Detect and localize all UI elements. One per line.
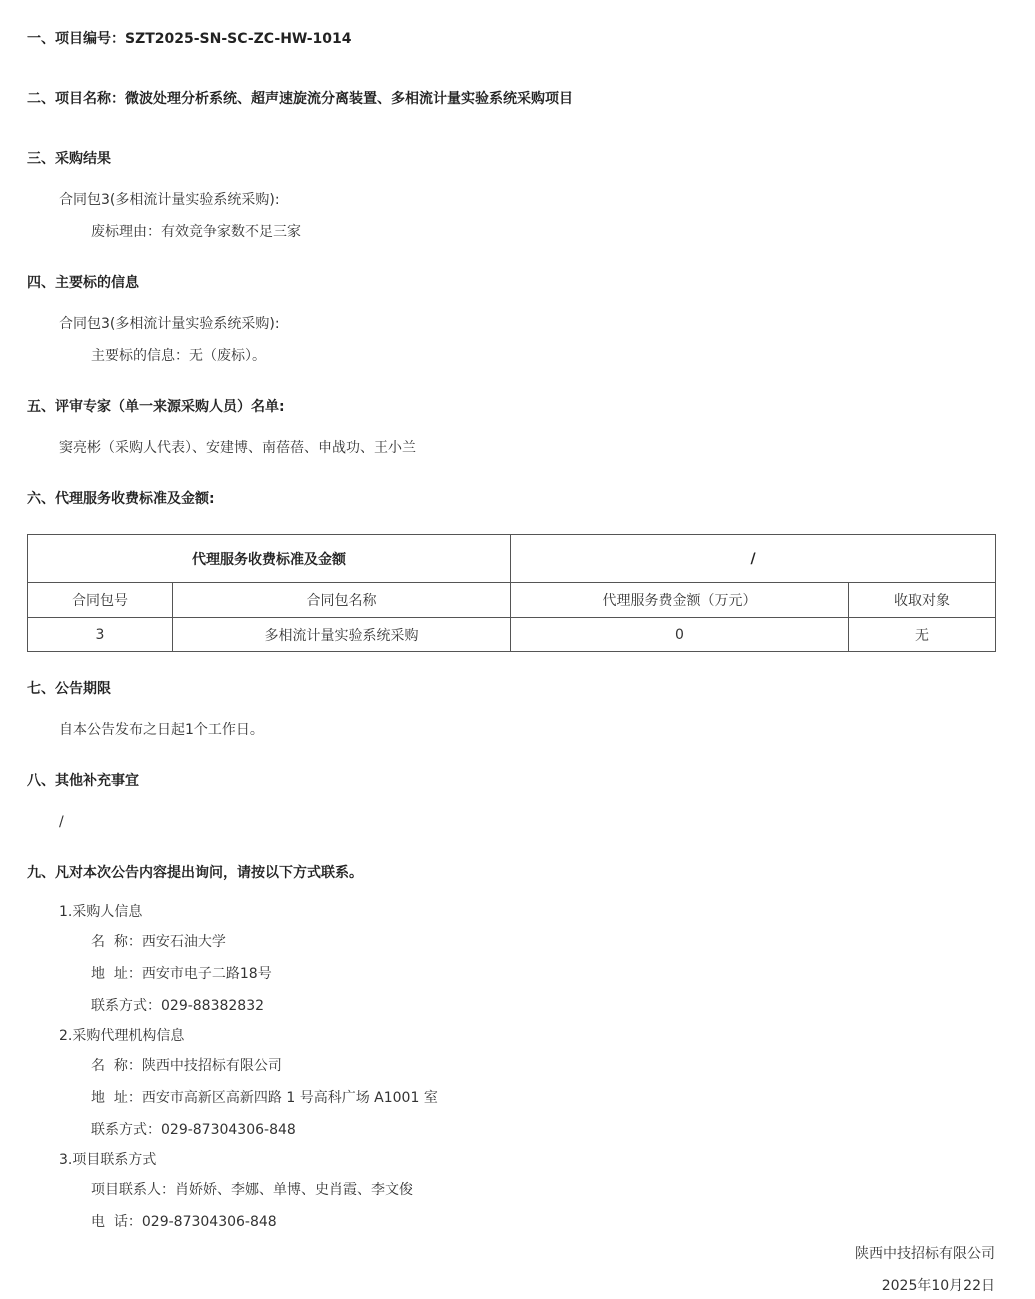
- purchaser-address: 地 址：西安市电子二路18号: [91, 966, 272, 982]
- footer-date: 2025年10月22日: [881, 1278, 995, 1294]
- project-contact-phone: 电 话：029-87304306-848: [91, 1214, 277, 1230]
- agency-name: 名 称：陕西中技招标有限公司: [91, 1058, 282, 1074]
- project-contact-people: 项目联系人：肖娇娇、李娜、单博、史肖霞、李文俊: [91, 1182, 413, 1198]
- section-4-heading: 四、主要标的信息: [27, 275, 139, 291]
- fee-table-title-row: [28, 535, 996, 583]
- table-cell: 0: [511, 618, 849, 652]
- agency-address: 地 址：西安市高新区高新四路 1 号高科广场 A1001 室: [91, 1090, 438, 1106]
- section-9-heading: 九、凡对本次公告内容提出询问，请按以下方式联系。: [27, 865, 363, 881]
- section-7-heading: 七、公告期限: [27, 681, 111, 697]
- table-cell: 无: [849, 618, 996, 652]
- section-2-heading: 二、项目名称：微波处理分析系统、超声速旋流分离装置、多相流计量实验系统采购项目: [27, 91, 573, 107]
- fee-table-header-row: [28, 583, 996, 618]
- section-4-detail: 主要标的信息：无（废标）。: [91, 348, 266, 364]
- section-3-detail: 废标理由：有效竞争家数不足三家: [91, 224, 301, 240]
- supplementary-text: /: [59, 814, 64, 830]
- section-5-heading: 五、评审专家（单一来源采购人员）名单:: [27, 399, 285, 415]
- agency-title: 2.采购代理机构信息: [59, 1028, 185, 1044]
- footer-company: 陕西中技招标有限公司: [855, 1246, 995, 1262]
- section-3-heading: 三、采购结果: [27, 151, 111, 167]
- section-8-heading: 八、其他补充事宜: [27, 773, 139, 789]
- purchaser-title: 1.采购人信息: [59, 904, 143, 920]
- section-4-package: 合同包3(多相流计量实验系统采购):: [59, 316, 280, 332]
- table-cell: 多相流计量实验系统采购: [173, 618, 511, 652]
- purchaser-name: 名 称：西安石油大学: [91, 934, 226, 950]
- project-contact-title: 3.项目联系方式: [59, 1152, 157, 1168]
- column-header: 收取对象: [849, 583, 996, 618]
- agency-contact: 联系方式：029-87304306-848: [91, 1122, 296, 1138]
- section-1-heading: 一、项目编号：SZT2025-SN-SC-ZC-HW-1014: [27, 31, 352, 47]
- column-header: 合同包号: [28, 583, 173, 618]
- section-6-heading: 六、代理服务收费标准及金额:: [27, 491, 215, 507]
- fee-table-title-label: 代理服务收费标准及金额: [28, 535, 511, 583]
- fee-table: [27, 534, 996, 652]
- fee-table-title-value: /: [511, 535, 996, 583]
- section-3-package: 合同包3(多相流计量实验系统采购):: [59, 192, 280, 208]
- notice-period-text: 自本公告发布之日起1个工作日。: [59, 722, 264, 738]
- purchaser-contact: 联系方式：029-88382832: [91, 998, 265, 1014]
- expert-list: 窦亮彬（采购人代表）、安建博、南蓓蓓、申战功、王小兰: [59, 440, 416, 456]
- table-row: [28, 618, 996, 652]
- column-header: 代理服务费金额（万元）: [511, 583, 849, 618]
- table-cell: 3: [28, 618, 173, 652]
- column-header: 合同包名称: [173, 583, 511, 618]
